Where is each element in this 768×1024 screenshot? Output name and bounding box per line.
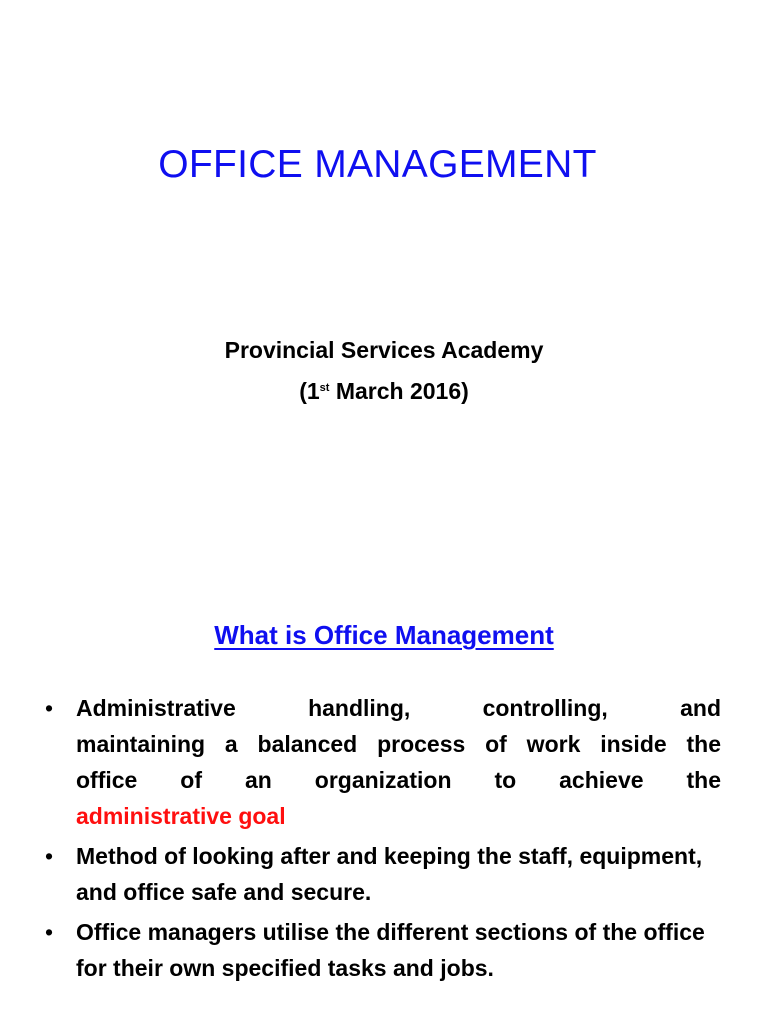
bullet-line: Administrative handling, controlling, and: [76, 695, 721, 721]
highlight-text: administrative goal: [76, 803, 286, 829]
subtitle-date-suffix: March 2016): [329, 378, 469, 404]
bullet-marker: •: [45, 695, 54, 721]
subtitle-date-superscript: st: [319, 382, 330, 394]
bullet-text: Office managers utilise the different sections of the office for their own specified tasks and jobs.: [76, 919, 705, 981]
bullet-text: [76, 690, 721, 834]
subtitle-organization: Provincial Services Academy: [224, 337, 544, 363]
subtitle-date: [0, 378, 768, 405]
bullet-line: maintaining a balanced process of work inside the: [76, 731, 721, 757]
section-heading: What is Office Management: [214, 620, 554, 650]
bullet-list: [45, 690, 721, 990]
bullet-marker: •: [45, 919, 54, 945]
subtitle-date-prefix: (1: [299, 378, 320, 404]
page-title: OFFICE MANAGEMENT: [158, 143, 597, 186]
bullet-marker: •: [45, 843, 54, 869]
bullet-item-method: [45, 838, 721, 910]
bullet-line: office of an organization to achieve the: [76, 767, 721, 793]
bullet-item-definition: [45, 690, 721, 834]
bullet-text: Method of looking after and keeping the staff, equipment, and office safe and secure.: [76, 843, 703, 905]
bullet-item-managers: [45, 914, 721, 986]
